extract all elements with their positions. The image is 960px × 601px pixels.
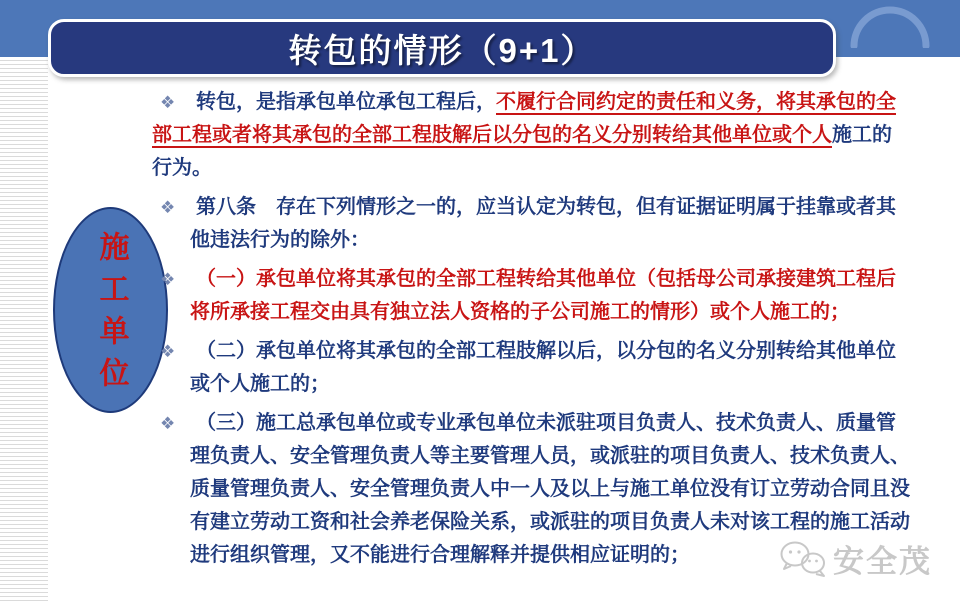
- watermark-text: 安全茂: [833, 544, 932, 579]
- bullet-item: [150, 263, 910, 329]
- title-banner: [48, 19, 836, 77]
- construction-unit-label: 施工单位: [94, 231, 128, 399]
- wechat-icon: [779, 540, 827, 578]
- diamond-bullet-icon: ❖: [160, 342, 176, 361]
- arc-decoration: [848, 6, 932, 48]
- diamond-bullet-icon: ❖: [160, 414, 176, 433]
- diamond-bullet-icon: ❖: [160, 93, 176, 112]
- diamond-bullet-icon: ❖: [160, 270, 176, 289]
- bullet-text: （三）施工总承包单位或专业承包单位未派驻项目负责人、技术负责人、质量管理负责人、安全管理负责人等主要管理人员，或派驻的项目负责人、技术负责人、质量管理负责人、安全管理负责人中一人及以上与施工单位没有订立劳动合同且没有建立劳动工资和社会养老保险关系，或派驻的项目负责人未对该工程的施工活动进行组织管理，又不能进行合理解释并提供相应证明的；: [190, 412, 910, 566]
- bullet-text: （二）承包单位将其承包的全部工程肢解以后，以分包的名义分别转给其他单位或个人施工的；: [190, 340, 896, 395]
- bullet-item: [150, 86, 910, 185]
- diamond-bullet-icon: ❖: [160, 198, 176, 217]
- watermark: [779, 536, 932, 581]
- bullet-item: [150, 191, 910, 257]
- bullet-text: 第八条 存在下列情形之一的，应当认定为转包，但有证据证明属于挂靠或者其他违法行为的除外：: [190, 196, 896, 251]
- bullet-item: [150, 335, 910, 401]
- bullet-text: （一）承包单位将其承包的全部工程转给其他单位（包括母公司承接建筑工程后将所承接工程交由具有独立法人资格的子公司施工的情形）或个人施工的；: [190, 268, 896, 323]
- bullet-list: [150, 86, 910, 578]
- left-pinstripe-decoration: [0, 57, 48, 601]
- slide-title: 转包的情形（9+1）: [288, 31, 596, 69]
- bullet-text: 转包，是指承包单位承包工程后，不履行合同约定的责任和义务，将其承包的全部工程或者将其承包的全部工程肢解后以分包的名义分别转给其他单位或个人施工的行为。: [152, 91, 896, 179]
